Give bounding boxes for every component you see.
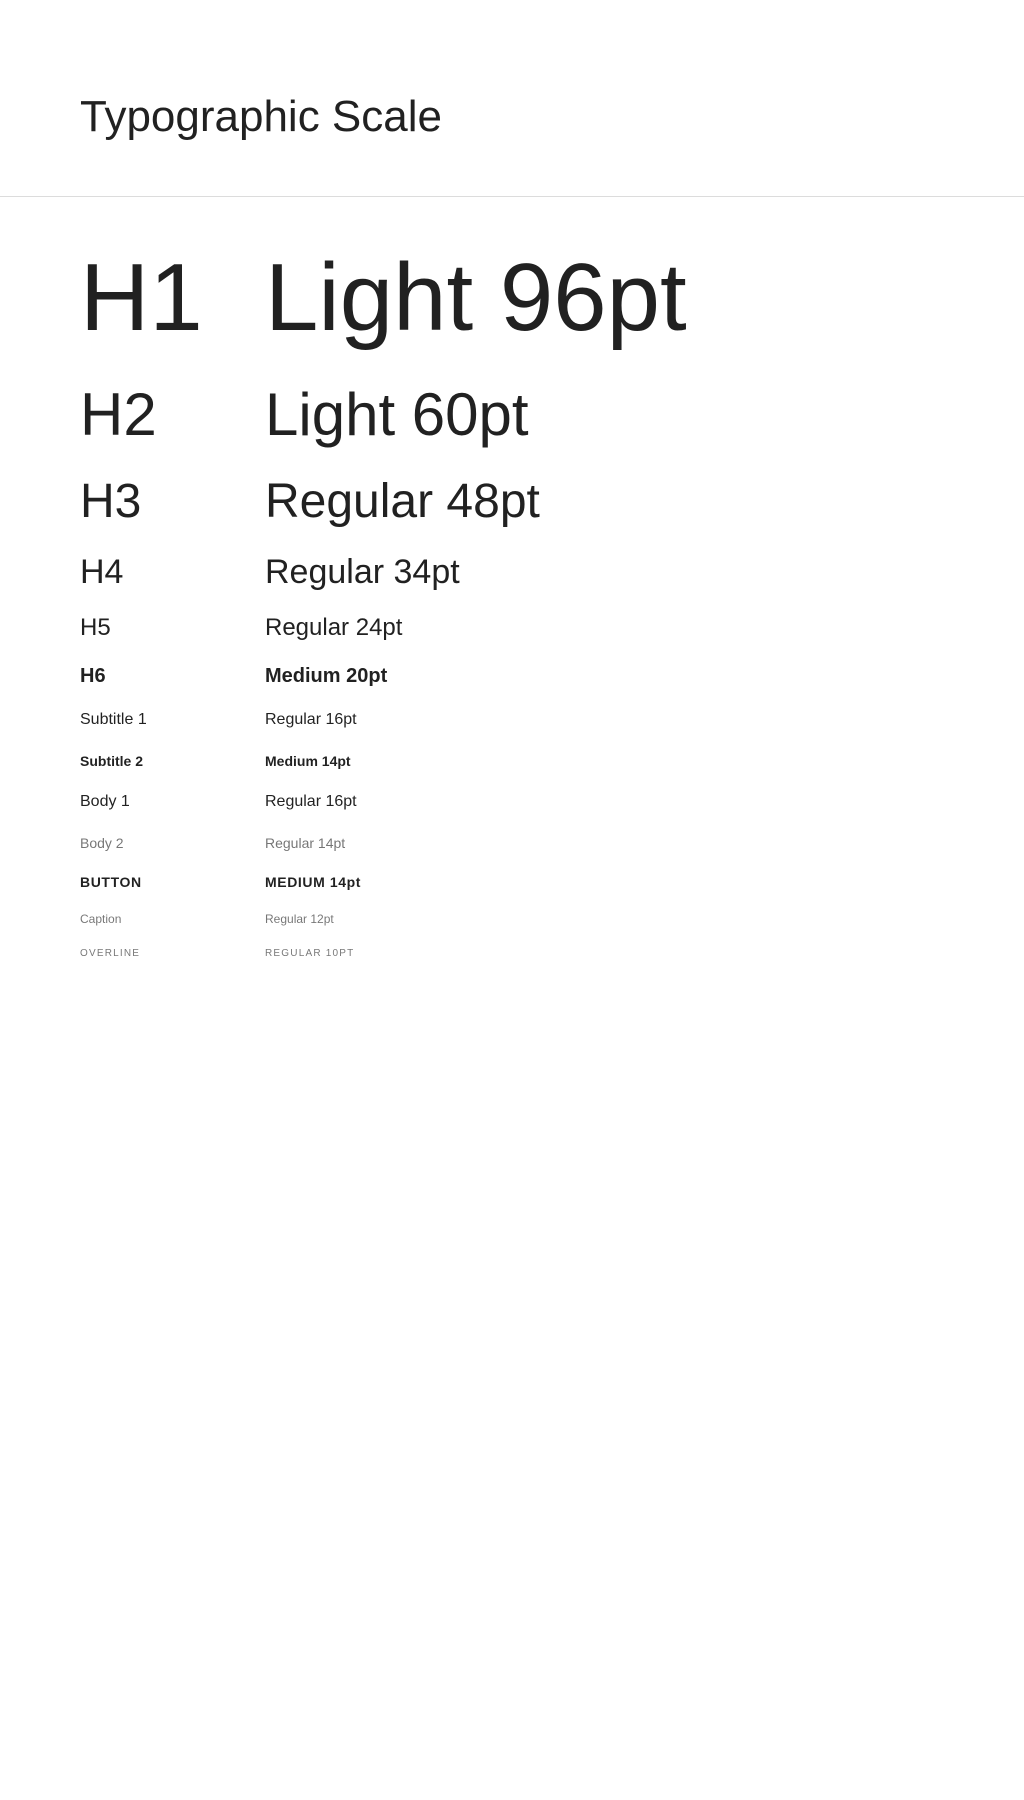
type-scale-row-body1 [80,781,944,823]
typographic-scale-list [0,197,1024,971]
type-scale-row-h2 [80,367,944,463]
style-sample: Regular 48pt [265,475,540,528]
style-sample: Regular 16pt [265,711,357,728]
type-scale-row-caption [80,901,944,937]
type-scale-row-h4 [80,541,944,603]
style-name: Subtitle 1 [80,711,147,728]
page-header [0,0,1024,143]
type-scale-row-h3 [80,463,944,541]
type-scale-row-h1 [80,229,944,367]
style-name: Caption [80,912,122,926]
style-name: H6 [80,665,106,687]
page-title: Typographic Scale [80,92,442,141]
style-name: Body 1 [80,793,130,810]
style-sample: Light 60pt [265,381,529,448]
style-name: H5 [80,614,111,641]
style-sample: Regular 12pt [265,912,334,926]
style-name: H2 [80,381,157,448]
style-sample: Medium 14pt [265,753,351,769]
style-name: H1 [80,244,203,351]
style-sample: Regular 16pt [265,793,357,810]
type-scale-row-h5 [80,603,944,653]
type-scale-row-subtitle1 [80,699,944,741]
type-scale-row-subtitle2 [80,741,944,781]
style-sample: Regular 24pt [265,614,403,641]
style-name: Body 2 [80,835,124,851]
type-scale-row-h6 [80,653,944,699]
style-name: H4 [80,553,124,591]
style-sample: Light 96pt [265,244,687,351]
style-sample: Regular 34pt [265,553,460,591]
style-name: Subtitle 2 [80,753,144,769]
style-sample: Medium 20pt [265,665,388,687]
type-scale-row-button [80,863,944,901]
style-name: H3 [80,475,142,528]
style-sample: REGULAR 10PT [265,948,355,959]
style-name: BUTTON [80,874,142,890]
type-scale-row-overline [80,937,944,971]
style-sample: MEDIUM 14pt [265,874,362,890]
style-sample: Regular 14pt [265,835,346,851]
style-name: OVERLINE [80,948,141,959]
type-scale-row-body2 [80,823,944,863]
